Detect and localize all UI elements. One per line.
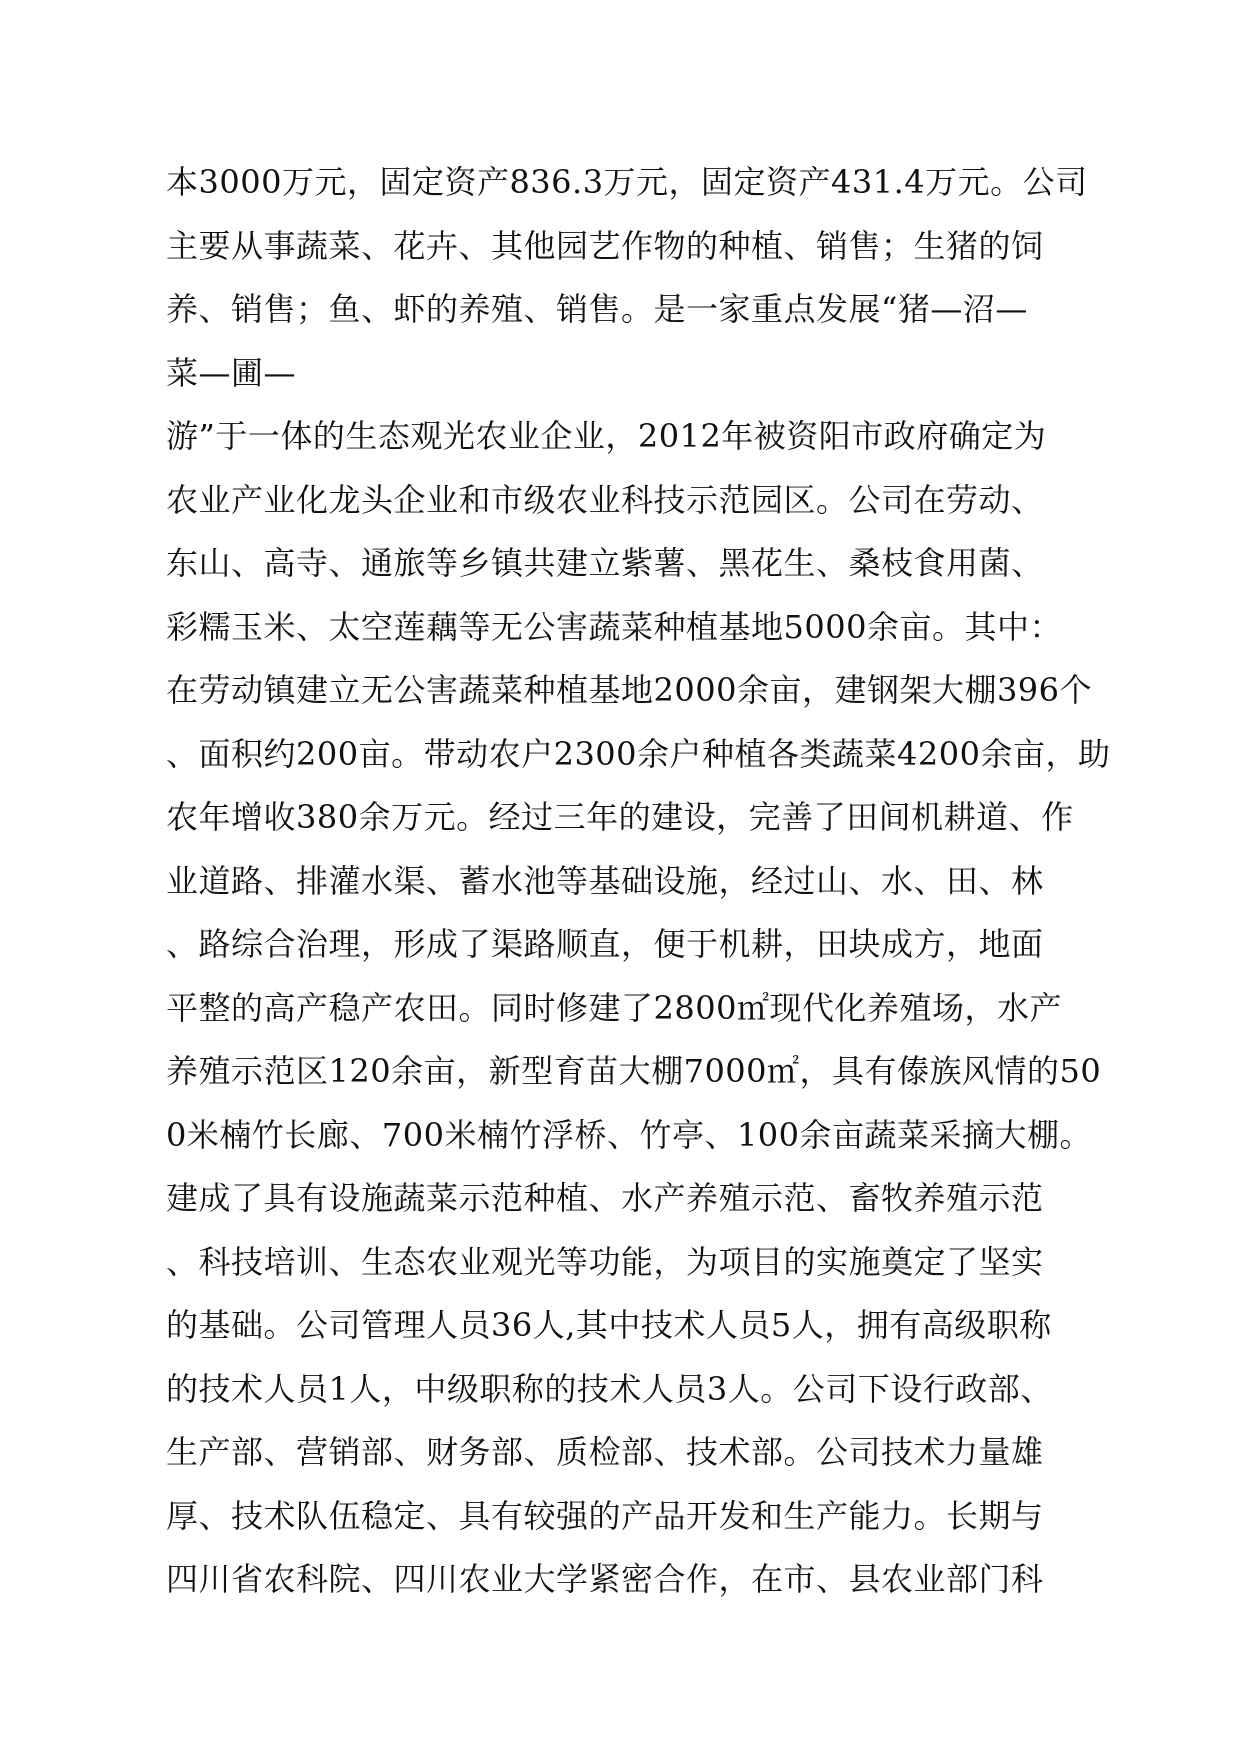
text-line: 生产部、营销部、财务部、质检部、技术部。公司技术力量雄 <box>166 1433 1044 1471</box>
body-text <box>166 158 1111 1619</box>
text-line: 建成了具有设施蔬菜示范种植、水产养殖示范、畜牧养殖示范 <box>166 1179 1044 1217</box>
text-line: 菜—圃— <box>166 353 297 392</box>
text-line: 游”于一体的生态观光农业企业，2012年被资阳市政府确定为 <box>166 417 1047 455</box>
text-line: 养殖示范区120余亩，新型育苗大棚7000㎡，具有傣族风情的50 <box>166 1052 1102 1090</box>
text-line: 、路综合治理，形成了渠路顺直，便于机耕，田块成方，地面 <box>166 925 1044 963</box>
text-line: 的技术人员1人，中级职称的技术人员3人。公司下设行政部、 <box>166 1369 1053 1408</box>
text-line: 本3000万元，固定资产836.3万元，固定资产431.4万元。公司 <box>166 163 1088 201</box>
text-line: 东山、高寺、通旅等乡镇共建立紫薯、黑花生、桑枝食用菌、 <box>166 544 1044 582</box>
text-line: 、科技培训、生态农业观光等功能，为项目的实施奠定了坚实 <box>166 1242 1044 1281</box>
text-line: 平整的高产稳产农田。同时修建了2800㎡现代化养殖场，水产 <box>166 988 1062 1027</box>
text-line: 0米楠竹长廊、700米楠竹浮桥、竹亭、100余亩蔬菜采摘大棚。 <box>166 1115 1093 1154</box>
text-line: 的基础。公司管理人员36人,其中技术人员5人，拥有高级职称 <box>166 1306 1052 1344</box>
text-line: 彩糯玉米、太空莲藕等无公害蔬菜种植基地5000余亩。其中： <box>166 607 1062 646</box>
text-line: 厚、技术队伍稳定、具有较强的产品开发和生产能力。长期与 <box>166 1496 1044 1535</box>
text-line: 四川省农科院、四川农业大学紧密合作，在市、县农业部门科 <box>166 1560 1044 1598</box>
text-line: 农年增收380余万元。经过三年的建设，完善了田间机耕道、作 <box>166 798 1074 836</box>
text-line: 养、销售；鱼、虾的养殖、销售。是一家重点发展“猪—沼— <box>166 290 1028 328</box>
text-line: 在劳动镇建立无公害蔬菜种植基地2000余亩，建钢架大棚396个 <box>166 671 1093 709</box>
text-line: 业道路、排灌水渠、蓄水池等基础设施，经过山、水、田、林 <box>166 861 1044 900</box>
text-line: 农业产业化龙头企业和市级农业科技示范园区。公司在劳动、 <box>166 480 1044 519</box>
text-line: 主要从事蔬菜、花卉、其他园艺作物的种植、销售；生猪的饲 <box>166 226 1044 265</box>
text-line: 、面积约200亩。带动农户2300余户种植各类蔬菜4200余亩，助 <box>166 734 1111 773</box>
